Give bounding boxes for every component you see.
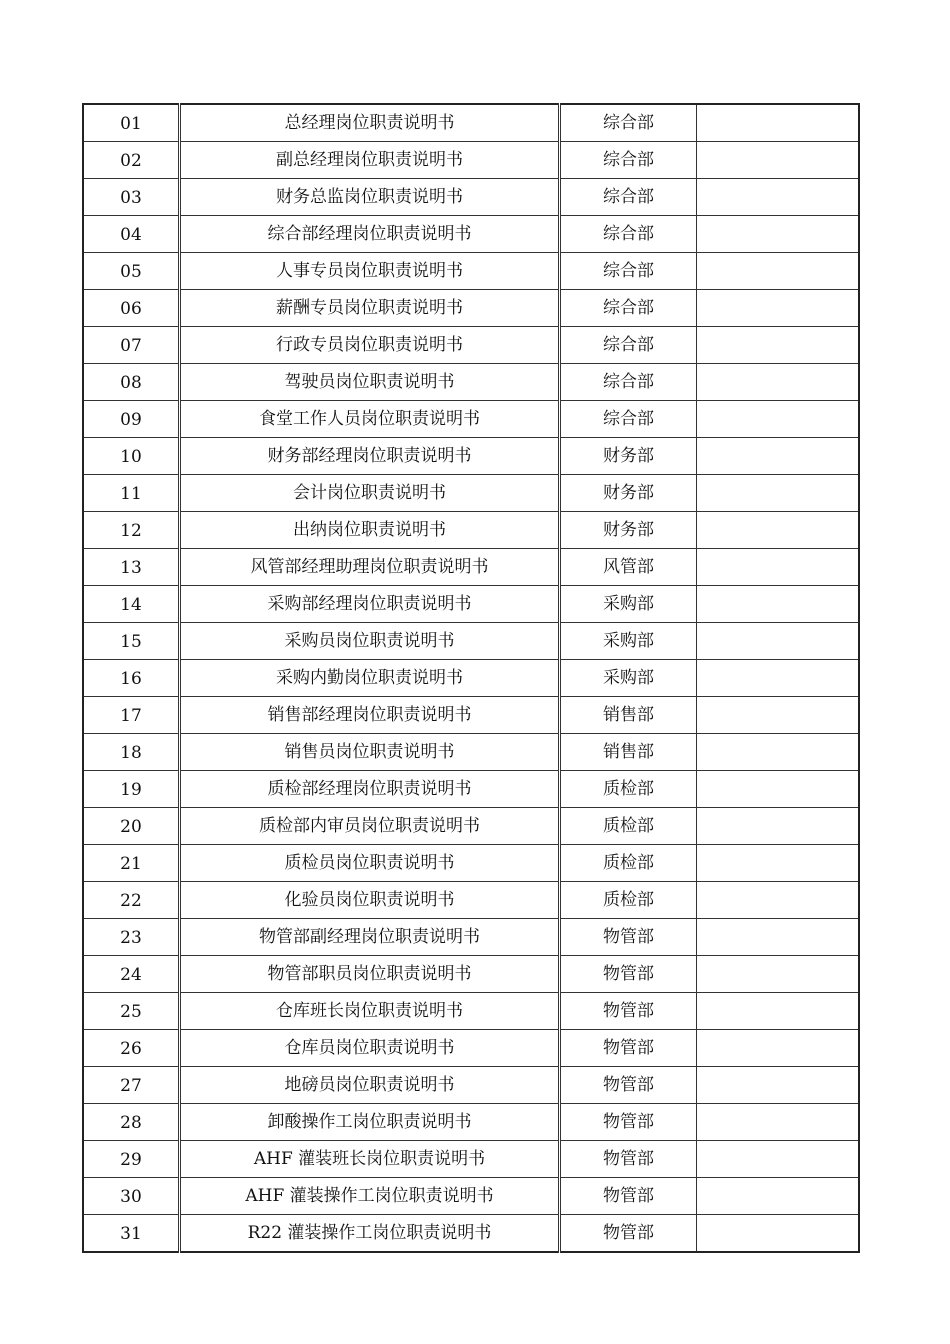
department-cell: 物管部 [560,919,697,956]
document-title-cell: 综合部经理岗位职责说明书 [180,216,560,253]
remarks-cell [697,104,860,142]
row-number-cell: 08 [83,364,180,401]
remarks-cell [697,1215,860,1253]
remarks-cell [697,808,860,845]
department-cell: 销售部 [560,734,697,771]
remarks-cell [697,845,860,882]
document-title-cell: AHF 灌装班长岗位职责说明书 [180,1141,560,1178]
department-cell: 物管部 [560,956,697,993]
department-cell: 质检部 [560,808,697,845]
table-row [83,1141,859,1178]
document-title-cell: 质检部内审员岗位职责说明书 [180,808,560,845]
table-row [83,216,859,253]
row-number-cell: 17 [83,697,180,734]
row-number-cell: 13 [83,549,180,586]
table-row [83,438,859,475]
remarks-cell [697,290,860,327]
document-title-cell: 会计岗位职责说明书 [180,475,560,512]
document-title-cell: 销售部经理岗位职责说明书 [180,697,560,734]
row-number-cell: 29 [83,1141,180,1178]
table-row [83,1215,859,1253]
row-number-cell: 27 [83,1067,180,1104]
remarks-cell [697,882,860,919]
table-row [83,364,859,401]
row-number-cell: 23 [83,919,180,956]
remarks-cell [697,475,860,512]
table-row [83,808,859,845]
row-number-cell: 28 [83,1104,180,1141]
remarks-cell [697,586,860,623]
remarks-cell [697,1178,860,1215]
row-number-cell: 09 [83,401,180,438]
row-number-cell: 10 [83,438,180,475]
table-row [83,623,859,660]
table-row [83,401,859,438]
department-cell: 物管部 [560,1067,697,1104]
row-number-cell: 16 [83,660,180,697]
table-row [83,734,859,771]
department-cell: 综合部 [560,253,697,290]
remarks-cell [697,623,860,660]
table-row [83,956,859,993]
department-cell: 财务部 [560,438,697,475]
document-title-cell: 副总经理岗位职责说明书 [180,142,560,179]
department-cell: 综合部 [560,216,697,253]
table-row [83,549,859,586]
row-number-cell: 18 [83,734,180,771]
remarks-cell [697,1141,860,1178]
table-row [83,586,859,623]
table-row [83,1067,859,1104]
document-title-cell: 物管部副经理岗位职责说明书 [180,919,560,956]
department-cell: 综合部 [560,290,697,327]
document-title-cell: 采购内勤岗位职责说明书 [180,660,560,697]
department-cell: 风管部 [560,549,697,586]
document-title-cell: 采购部经理岗位职责说明书 [180,586,560,623]
table-row [83,660,859,697]
row-number-cell: 19 [83,771,180,808]
document-title-cell: 风管部经理助理岗位职责说明书 [180,549,560,586]
department-cell: 采购部 [560,623,697,660]
row-number-cell: 04 [83,216,180,253]
row-number-cell: 20 [83,808,180,845]
row-number-cell: 15 [83,623,180,660]
department-cell: 采购部 [560,660,697,697]
remarks-cell [697,697,860,734]
table-row [83,1030,859,1067]
table-row [83,179,859,216]
table-body [83,104,859,1252]
document-title-cell: 销售员岗位职责说明书 [180,734,560,771]
remarks-cell [697,1104,860,1141]
remarks-cell [697,216,860,253]
department-cell: 物管部 [560,1030,697,1067]
document-title-cell: 行政专员岗位职责说明书 [180,327,560,364]
table-row [83,697,859,734]
document-title-cell: 食堂工作人员岗位职责说明书 [180,401,560,438]
document-title-cell: AHF 灌装操作工岗位职责说明书 [180,1178,560,1215]
document-title-cell: 财务总监岗位职责说明书 [180,179,560,216]
document-title-cell: 仓库班长岗位职责说明书 [180,993,560,1030]
row-number-cell: 21 [83,845,180,882]
table-row [83,845,859,882]
row-number-cell: 02 [83,142,180,179]
document-title-cell: 质检员岗位职责说明书 [180,845,560,882]
row-number-cell: 05 [83,253,180,290]
department-cell: 质检部 [560,882,697,919]
remarks-cell [697,179,860,216]
row-number-cell: 03 [83,179,180,216]
document-title-cell: 质检部经理岗位职责说明书 [180,771,560,808]
table-row [83,253,859,290]
remarks-cell [697,660,860,697]
department-cell: 销售部 [560,697,697,734]
department-cell: 财务部 [560,475,697,512]
document-title-cell: R22 灌装操作工岗位职责说明书 [180,1215,560,1253]
document-title-cell: 物管部职员岗位职责说明书 [180,956,560,993]
remarks-cell [697,253,860,290]
document-title-cell: 总经理岗位职责说明书 [180,104,560,142]
row-number-cell: 22 [83,882,180,919]
row-number-cell: 06 [83,290,180,327]
document-title-cell: 地磅员岗位职责说明书 [180,1067,560,1104]
row-number-cell: 01 [83,104,180,142]
remarks-cell [697,327,860,364]
table-row [83,512,859,549]
document-title-cell: 卸酸操作工岗位职责说明书 [180,1104,560,1141]
document-title-cell: 出纳岗位职责说明书 [180,512,560,549]
row-number-cell: 25 [83,993,180,1030]
row-number-cell: 31 [83,1215,180,1253]
department-cell: 物管部 [560,1178,697,1215]
row-number-cell: 12 [83,512,180,549]
row-number-cell: 24 [83,956,180,993]
table-row [83,882,859,919]
remarks-cell [697,993,860,1030]
remarks-cell [697,512,860,549]
row-number-cell: 14 [83,586,180,623]
department-cell: 综合部 [560,401,697,438]
table-row [83,104,859,142]
department-cell: 物管部 [560,993,697,1030]
remarks-cell [697,1030,860,1067]
remarks-cell [697,438,860,475]
remarks-cell [697,401,860,438]
table-row [83,771,859,808]
department-cell: 综合部 [560,142,697,179]
document-title-cell: 人事专员岗位职责说明书 [180,253,560,290]
remarks-cell [697,549,860,586]
department-cell: 质检部 [560,771,697,808]
department-cell: 物管部 [560,1141,697,1178]
department-cell: 物管部 [560,1104,697,1141]
remarks-cell [697,956,860,993]
department-cell: 综合部 [560,179,697,216]
department-cell: 综合部 [560,364,697,401]
department-cell: 综合部 [560,104,697,142]
table-row [83,142,859,179]
document-title-cell: 财务部经理岗位职责说明书 [180,438,560,475]
document-title-cell: 化验员岗位职责说明书 [180,882,560,919]
department-cell: 物管部 [560,1215,697,1253]
remarks-cell [697,364,860,401]
row-number-cell: 30 [83,1178,180,1215]
table-row [83,919,859,956]
document-title-cell: 驾驶员岗位职责说明书 [180,364,560,401]
table-row [83,475,859,512]
table-row [83,993,859,1030]
document-title-cell: 仓库员岗位职责说明书 [180,1030,560,1067]
remarks-cell [697,771,860,808]
row-number-cell: 07 [83,327,180,364]
document-title-cell: 薪酬专员岗位职责说明书 [180,290,560,327]
department-cell: 质检部 [560,845,697,882]
table-row [83,327,859,364]
table-row [83,1104,859,1141]
remarks-cell [697,1067,860,1104]
document-index-table [82,103,860,1253]
table-row [83,290,859,327]
department-cell: 财务部 [560,512,697,549]
row-number-cell: 26 [83,1030,180,1067]
document-title-cell: 采购员岗位职责说明书 [180,623,560,660]
remarks-cell [697,919,860,956]
table-row [83,1178,859,1215]
department-cell: 采购部 [560,586,697,623]
department-cell: 综合部 [560,327,697,364]
row-number-cell: 11 [83,475,180,512]
remarks-cell [697,142,860,179]
remarks-cell [697,734,860,771]
